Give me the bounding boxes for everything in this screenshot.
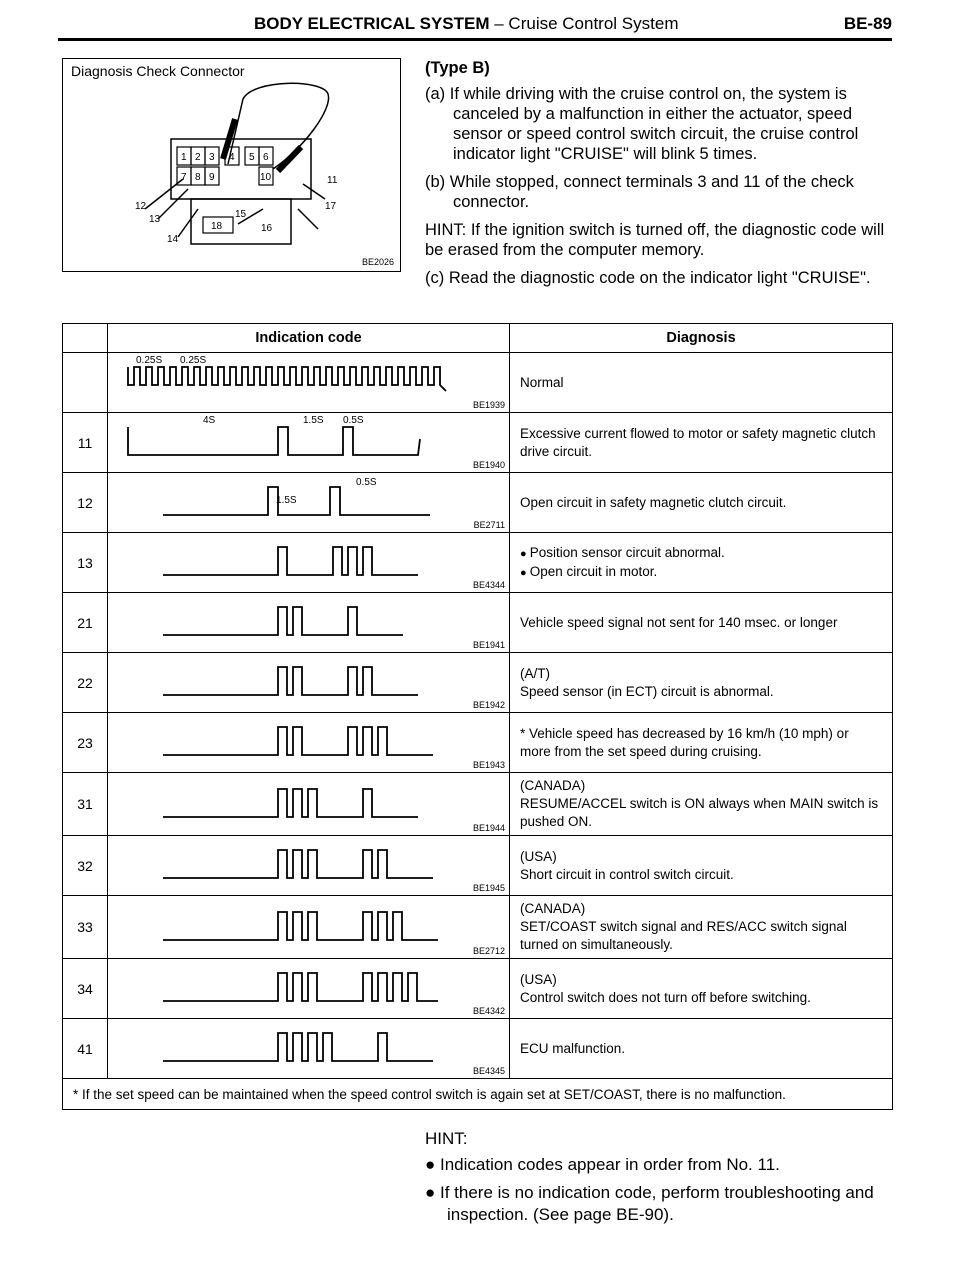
timing-label: 1.5S (303, 415, 324, 426)
indication-waveform (108, 533, 510, 593)
waveform (108, 836, 509, 895)
table-row (63, 413, 893, 473)
table-row (63, 773, 893, 836)
table-row (63, 959, 893, 1019)
waveform-trace (163, 547, 418, 575)
step-b: (b) While stopped, connect terminals 3 and 11 of the check connector. (425, 173, 854, 211)
type-label: (Type B) (425, 59, 490, 77)
pin-label: 17 (325, 201, 337, 212)
indication-waveform (108, 1019, 510, 1079)
table-row (63, 533, 893, 593)
waveform-trace (163, 789, 418, 817)
code-number: 21 (63, 593, 108, 653)
table-header-row (63, 324, 893, 353)
figure-code: BE1939 (472, 400, 505, 410)
pin-label: 10 (260, 172, 272, 183)
figure-code: BE1943 (472, 760, 505, 770)
diagnosis-table (62, 323, 893, 1110)
code-number: 41 (63, 1019, 108, 1079)
diagnosis-text (510, 353, 893, 413)
hint-text: HINT: If the ignition switch is turned off, the diagnostic code will be erased from the computer memory. (425, 221, 885, 259)
diagnosis-line: SET/COAST switch signal and RES/ACC switch signal turned on simultaneously. (520, 919, 847, 952)
pin-label: 14 (167, 234, 179, 245)
pin-label: 2 (195, 152, 201, 163)
indication-waveform (108, 836, 510, 896)
code-number: 31 (63, 773, 108, 836)
hint-item: ● Indication codes appear in order from No. 11. (425, 1155, 780, 1174)
diagnosis-bullet: ● Position sensor circuit abnormal. (520, 544, 882, 563)
diagnosis-text (510, 473, 893, 533)
timing-label: 4S (203, 415, 216, 426)
waveform (108, 413, 509, 472)
pin-label: 6 (263, 152, 269, 163)
pin-label: 7 (181, 172, 187, 183)
timing-label: 0.5S (343, 415, 364, 426)
code-number (63, 353, 108, 413)
page-number: BE-89 (843, 14, 892, 33)
pin-label: 12 (135, 201, 147, 212)
diagnosis-text (510, 593, 893, 653)
diagnosis-line: Short circuit in control switch circuit. (520, 866, 734, 882)
waveform (108, 533, 509, 592)
diagnosis-text (510, 773, 893, 836)
timing-label: 0.5S (356, 477, 377, 488)
diagnosis-text (510, 896, 893, 959)
connector-caption: Diagnosis Check Connector (71, 63, 245, 79)
waveform (108, 898, 509, 957)
figure-code: BE1945 (472, 883, 505, 893)
code-number: 34 (63, 959, 108, 1019)
waveform (108, 775, 509, 834)
waveform-trace (128, 427, 420, 455)
table-corner (63, 324, 108, 353)
pin-label: 15 (235, 209, 247, 220)
diagnosis-line: Excessive current flowed to motor or safety magnetic clutch drive circuit. (520, 425, 876, 459)
diagnosis-line: Vehicle speed signal not sent for 140 msec. or longer (520, 614, 838, 630)
waveform-trace (163, 607, 403, 635)
hint-item: ● If there is no indication code, perform troubleshooting and inspection. (See page BE-90). (425, 1183, 874, 1224)
hint-section (425, 1128, 893, 1232)
indication-waveform (108, 773, 510, 836)
waveform-trace (163, 912, 438, 940)
figure-code: BE1942 (472, 700, 505, 710)
step-a: (a) If while driving with the cruise control on, the system is canceled by a malfunction in either the actuator, speed sensor or speed control switch circuit, the cruise control indicator light "CRUISE" will blink 5 times. (425, 85, 859, 163)
indication-waveform (108, 353, 510, 413)
code-number: 11 (63, 413, 108, 473)
figure-code: BE1944 (472, 823, 505, 833)
connector-diagram (62, 58, 401, 272)
waveform-trace (163, 667, 418, 695)
code-number: 13 (63, 533, 108, 593)
timing-label: 0.25S (136, 355, 163, 366)
pin-label: 9 (209, 172, 215, 183)
footnote-row (63, 1079, 893, 1110)
diagnosis-bullet: ● Open circuit in motor. (520, 563, 882, 582)
table-row (63, 1019, 893, 1079)
pin-label: 8 (195, 172, 201, 183)
page-header (58, 12, 892, 41)
table-row (63, 713, 893, 773)
pin-label: 13 (149, 214, 161, 225)
table-row (63, 353, 893, 413)
hint-label: HINT: (425, 1129, 468, 1148)
diagnosis-text (510, 1019, 893, 1079)
pin-label: 11 (327, 175, 338, 186)
pin-label: 4 (229, 152, 235, 163)
waveform-trace (163, 973, 438, 1001)
diagnosis-text (510, 653, 893, 713)
diagnosis-line: (CANADA) (520, 901, 586, 916)
diagnosis-line: (USA) (520, 848, 557, 864)
waveform (108, 713, 509, 772)
diagnosis-line: (USA) (520, 971, 557, 987)
step-c: (c) Read the diagnostic code on the indicator light "CRUISE". (425, 269, 871, 287)
diagnosis-line: Normal (520, 374, 564, 390)
code-number: 23 (63, 713, 108, 773)
indication-waveform (108, 653, 510, 713)
waveform (108, 593, 509, 652)
diagnosis-line: Control switch does not turn off before switching. (520, 989, 811, 1005)
table-row (63, 836, 893, 896)
diagnosis-line: ECU malfunction. (520, 1040, 626, 1056)
diagnosis-line: (CANADA) (520, 778, 586, 793)
figure-code: BE1941 (472, 640, 505, 650)
figure-code: BE4344 (472, 580, 505, 590)
pin-label: 18 (211, 221, 223, 232)
indication-waveform (108, 593, 510, 653)
diagnosis-line: Speed sensor (in ECT) circuit is abnormal. (520, 683, 774, 699)
pin-label: 16 (261, 223, 273, 234)
figure-code: BE1940 (472, 460, 505, 470)
indication-waveform (108, 473, 510, 533)
waveform-trace (163, 850, 433, 878)
code-number: 12 (63, 473, 108, 533)
table-row (63, 473, 893, 533)
figure-code: BE4345 (472, 1066, 505, 1076)
diagnosis-line: * Vehicle speed has decreased by 16 km/h (10 mph) or more from the set speed during cruising. (520, 725, 849, 759)
pin-label: 3 (209, 152, 215, 163)
header-title: BODY ELECTRICAL SYSTEM – Cruise Control System (254, 14, 679, 33)
waveform (108, 473, 509, 532)
figure-code: BE2711 (473, 520, 505, 530)
connector-drawing (63, 59, 400, 271)
code-number: 33 (63, 896, 108, 959)
waveform-trace (163, 727, 433, 755)
diagnosis-text (510, 713, 893, 773)
intro-text (425, 58, 893, 296)
waveform (108, 959, 509, 1018)
figure-code: BE2026 (361, 257, 394, 267)
indication-waveform (108, 713, 510, 773)
col-indication-code: Indication code (108, 324, 510, 353)
footnote: * If the set speed can be maintained when the speed control switch is again set at SET/COAST, there is no malfunction. (63, 1079, 893, 1110)
table-row (63, 896, 893, 959)
col-diagnosis: Diagnosis (510, 324, 893, 353)
diagnosis-line: (A/T) (520, 665, 550, 681)
waveform-trace (128, 367, 446, 391)
waveform-trace (163, 1033, 433, 1061)
timing-label: 0.25S (180, 355, 207, 366)
table-row (63, 593, 893, 653)
diagnosis-line: RESUME/ACCEL switch is ON always when MAIN switch is pushed ON. (520, 796, 879, 829)
timing-label: 1.5S (276, 495, 297, 506)
diagnosis-text (510, 533, 893, 593)
figure-code: BE4342 (472, 1006, 505, 1016)
code-number: 22 (63, 653, 108, 713)
indication-waveform (108, 959, 510, 1019)
pin-label: 5 (249, 152, 255, 163)
diagnosis-text (510, 836, 893, 896)
diagnosis-text (510, 413, 893, 473)
waveform (108, 653, 509, 712)
pin-label: 1 (181, 152, 187, 163)
indication-waveform (108, 896, 510, 959)
waveform (108, 353, 509, 412)
waveform (108, 1019, 509, 1078)
code-number: 32 (63, 836, 108, 896)
figure-code: BE2712 (472, 946, 505, 956)
diagnosis-line: Open circuit in safety magnetic clutch circuit. (520, 494, 787, 510)
diagnosis-text (510, 959, 893, 1019)
indication-waveform (108, 413, 510, 473)
table-row (63, 653, 893, 713)
